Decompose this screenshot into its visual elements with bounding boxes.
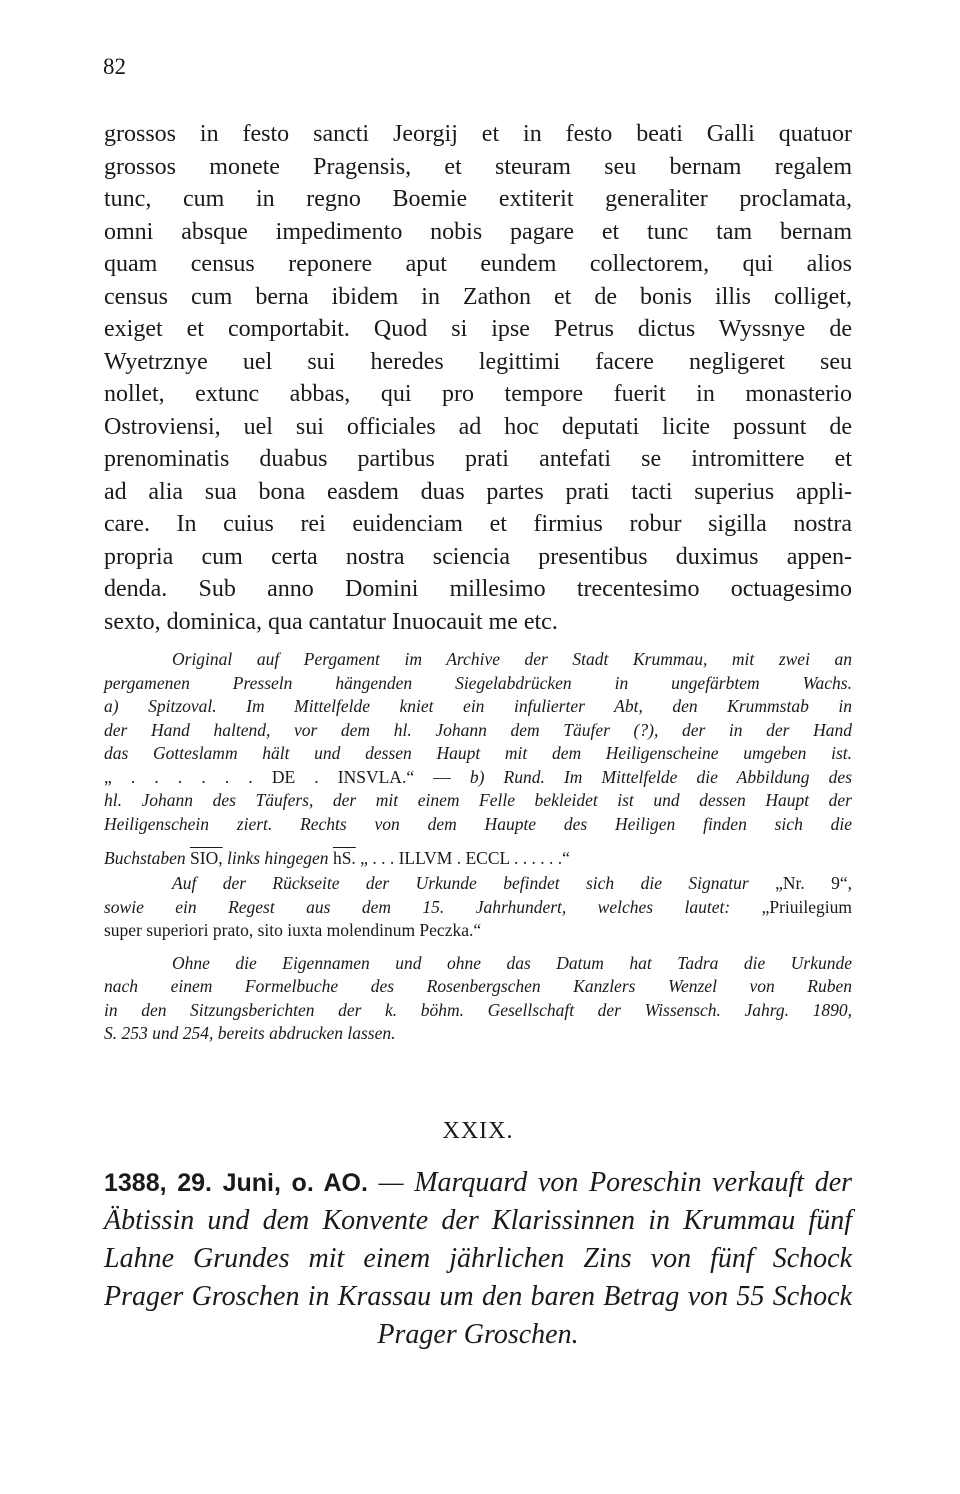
note-line: super superiori prato, sito iuxta molendinum Peczka.“: [104, 920, 482, 940]
note-line: hl. Johann des Täufers, der mit einem Felle bekleidet ist und dessen Haupt der: [104, 790, 852, 810]
note-line: Ohne die Eigennamen und ohne das Datum hat Tadra die Urkunde: [172, 952, 852, 973]
charter-regest: [104, 1164, 852, 1354]
note-line: pergamenen Presseln hängenden Siegelabdrücken in ungefärbtem Wachs.: [104, 672, 852, 693]
text-line: omni absque impedimento nobis pagare et tunc tam bernam: [104, 218, 852, 245]
regest-line: Lahne Grundes mit einem jährlichen Zins von fünf Schock: [104, 1242, 852, 1274]
note-line: der Hand haltend, vor dem hl. Johann dem Täufer (?), der in der Hand: [104, 719, 852, 740]
archive-note: [104, 648, 852, 943]
text-line: exiget et comportabit. Quod si ipse Petrus dictus Wyssnye de: [104, 316, 852, 342]
regest-start: „Priuilegium: [761, 896, 853, 917]
text-line: quam census reponere aput eundem collectorem, qui alios: [104, 251, 852, 277]
note-line: a) Spitzoval. Im Mittelfelde kniet ein infulierter Abt, den Krummstab in: [104, 696, 852, 716]
note-line: Original auf Pergament im Archive der Stadt Krummau, mit zwei an: [172, 649, 852, 669]
seal-letters-left: hS.: [332, 848, 356, 868]
text-line: Ostroviensi, uel sui officiales ad hoc deputati licite possunt de: [104, 413, 852, 440]
text-line: denda. Sub anno Domini millesimo trecentesimo octuagesimo: [104, 576, 852, 602]
note-line: in den Sitzungsberichten der k. böhm. Gesellschaft der Wissensch. Jahrg. 1890,: [104, 999, 852, 1020]
section-numeral: XXIX.: [442, 1117, 514, 1144]
note-line: Buchstaben SIO, links hingegen hS. „ . . . ILLVM . ECCL . . . . . .“: [104, 848, 570, 868]
charter-text: [104, 118, 852, 638]
page-number: 82: [103, 54, 126, 79]
text-line: grossos monete Pragensis, et steuram seu bernam regalem: [104, 153, 852, 180]
note-line: S. 253 und 254, bereits abdrucken lassen.: [104, 1023, 396, 1043]
seal-a-legend: „ . . . . . . DE . INSVLA.“ —: [104, 766, 451, 787]
signature: „Nr. 9“,: [775, 873, 852, 893]
text-line: Wyetrznye uel sui heredes legittimi facere negligeret seu: [104, 348, 852, 375]
text-line: census cum berna ibidem in Zathon et de bonis illis colliget,: [104, 283, 852, 310]
note-line: [104, 766, 852, 790]
note-line: sowie ein Regest aus dem 15. Jahrhundert, welches lautet: „Priuilegium: [104, 896, 853, 917]
regest-line: Äbtissin und dem Konvente der Klarissinnen in Krummau fünf: [104, 1204, 852, 1236]
text-line: prenominatis duabus partibus prati antefati se intromittere et: [104, 446, 852, 472]
text-line: care. In cuius rei euidenciam et firmius robur sigilla nostra: [104, 511, 852, 537]
note-line: nach einem Formelbuche des Rosenbergschen Kanzlers Wenzel von Ruben: [104, 976, 852, 996]
note-line: Auf der Rückseite der Urkunde befindet sich die Signatur „Nr. 9“,: [172, 873, 852, 893]
note-line: das Gotteslamm hält und dessen Haupt mit dem Heiligenscheine umgeben ist.: [104, 743, 852, 763]
text-line: ad alia sua bona easdem duas partes prati tacti superius appli-: [104, 478, 852, 505]
text-line: sexto, dominica, qua cantatur Inuocauit me etc.: [104, 608, 558, 635]
text-line: propria cum certa nostra sciencia presentibus duximus appen-: [104, 543, 852, 570]
seal-letters-right: SIO,: [190, 848, 223, 868]
seal-b-legend: „ . . . ILLVM . ECCL . . . . . .“: [360, 848, 570, 868]
text-line: nollet, extunc abbas, qui pro tempore fuerit in monasterio: [104, 381, 852, 407]
seal-b-description: b) Rund. Im Mittelfelde die Abbildung des: [469, 766, 852, 787]
text-line: tunc, cum in regno Boemie extiterit generaliter proclamata,: [104, 186, 852, 212]
charter-date: 1388, 29. Juni, o. AO.: [104, 1168, 368, 1197]
regest-line: Prager Groschen in Krassau um den baren Betrag von 55 Schock: [104, 1280, 852, 1312]
regest-line: Prager Groschen.: [377, 1318, 579, 1350]
regest-line: 1388, 29. Juni, o. AO. — Marquard von Poreschin verkauft der: [104, 1166, 853, 1198]
edition-note: [104, 952, 852, 1046]
text-line: grossos in festo sancti Jeorgij et in festo beati Galli quatuor: [104, 121, 852, 147]
page-body: [104, 118, 852, 1354]
note-line: Heiligenschein ziert. Rechts von dem Haupte des Heiligen finden sich die: [104, 813, 852, 834]
